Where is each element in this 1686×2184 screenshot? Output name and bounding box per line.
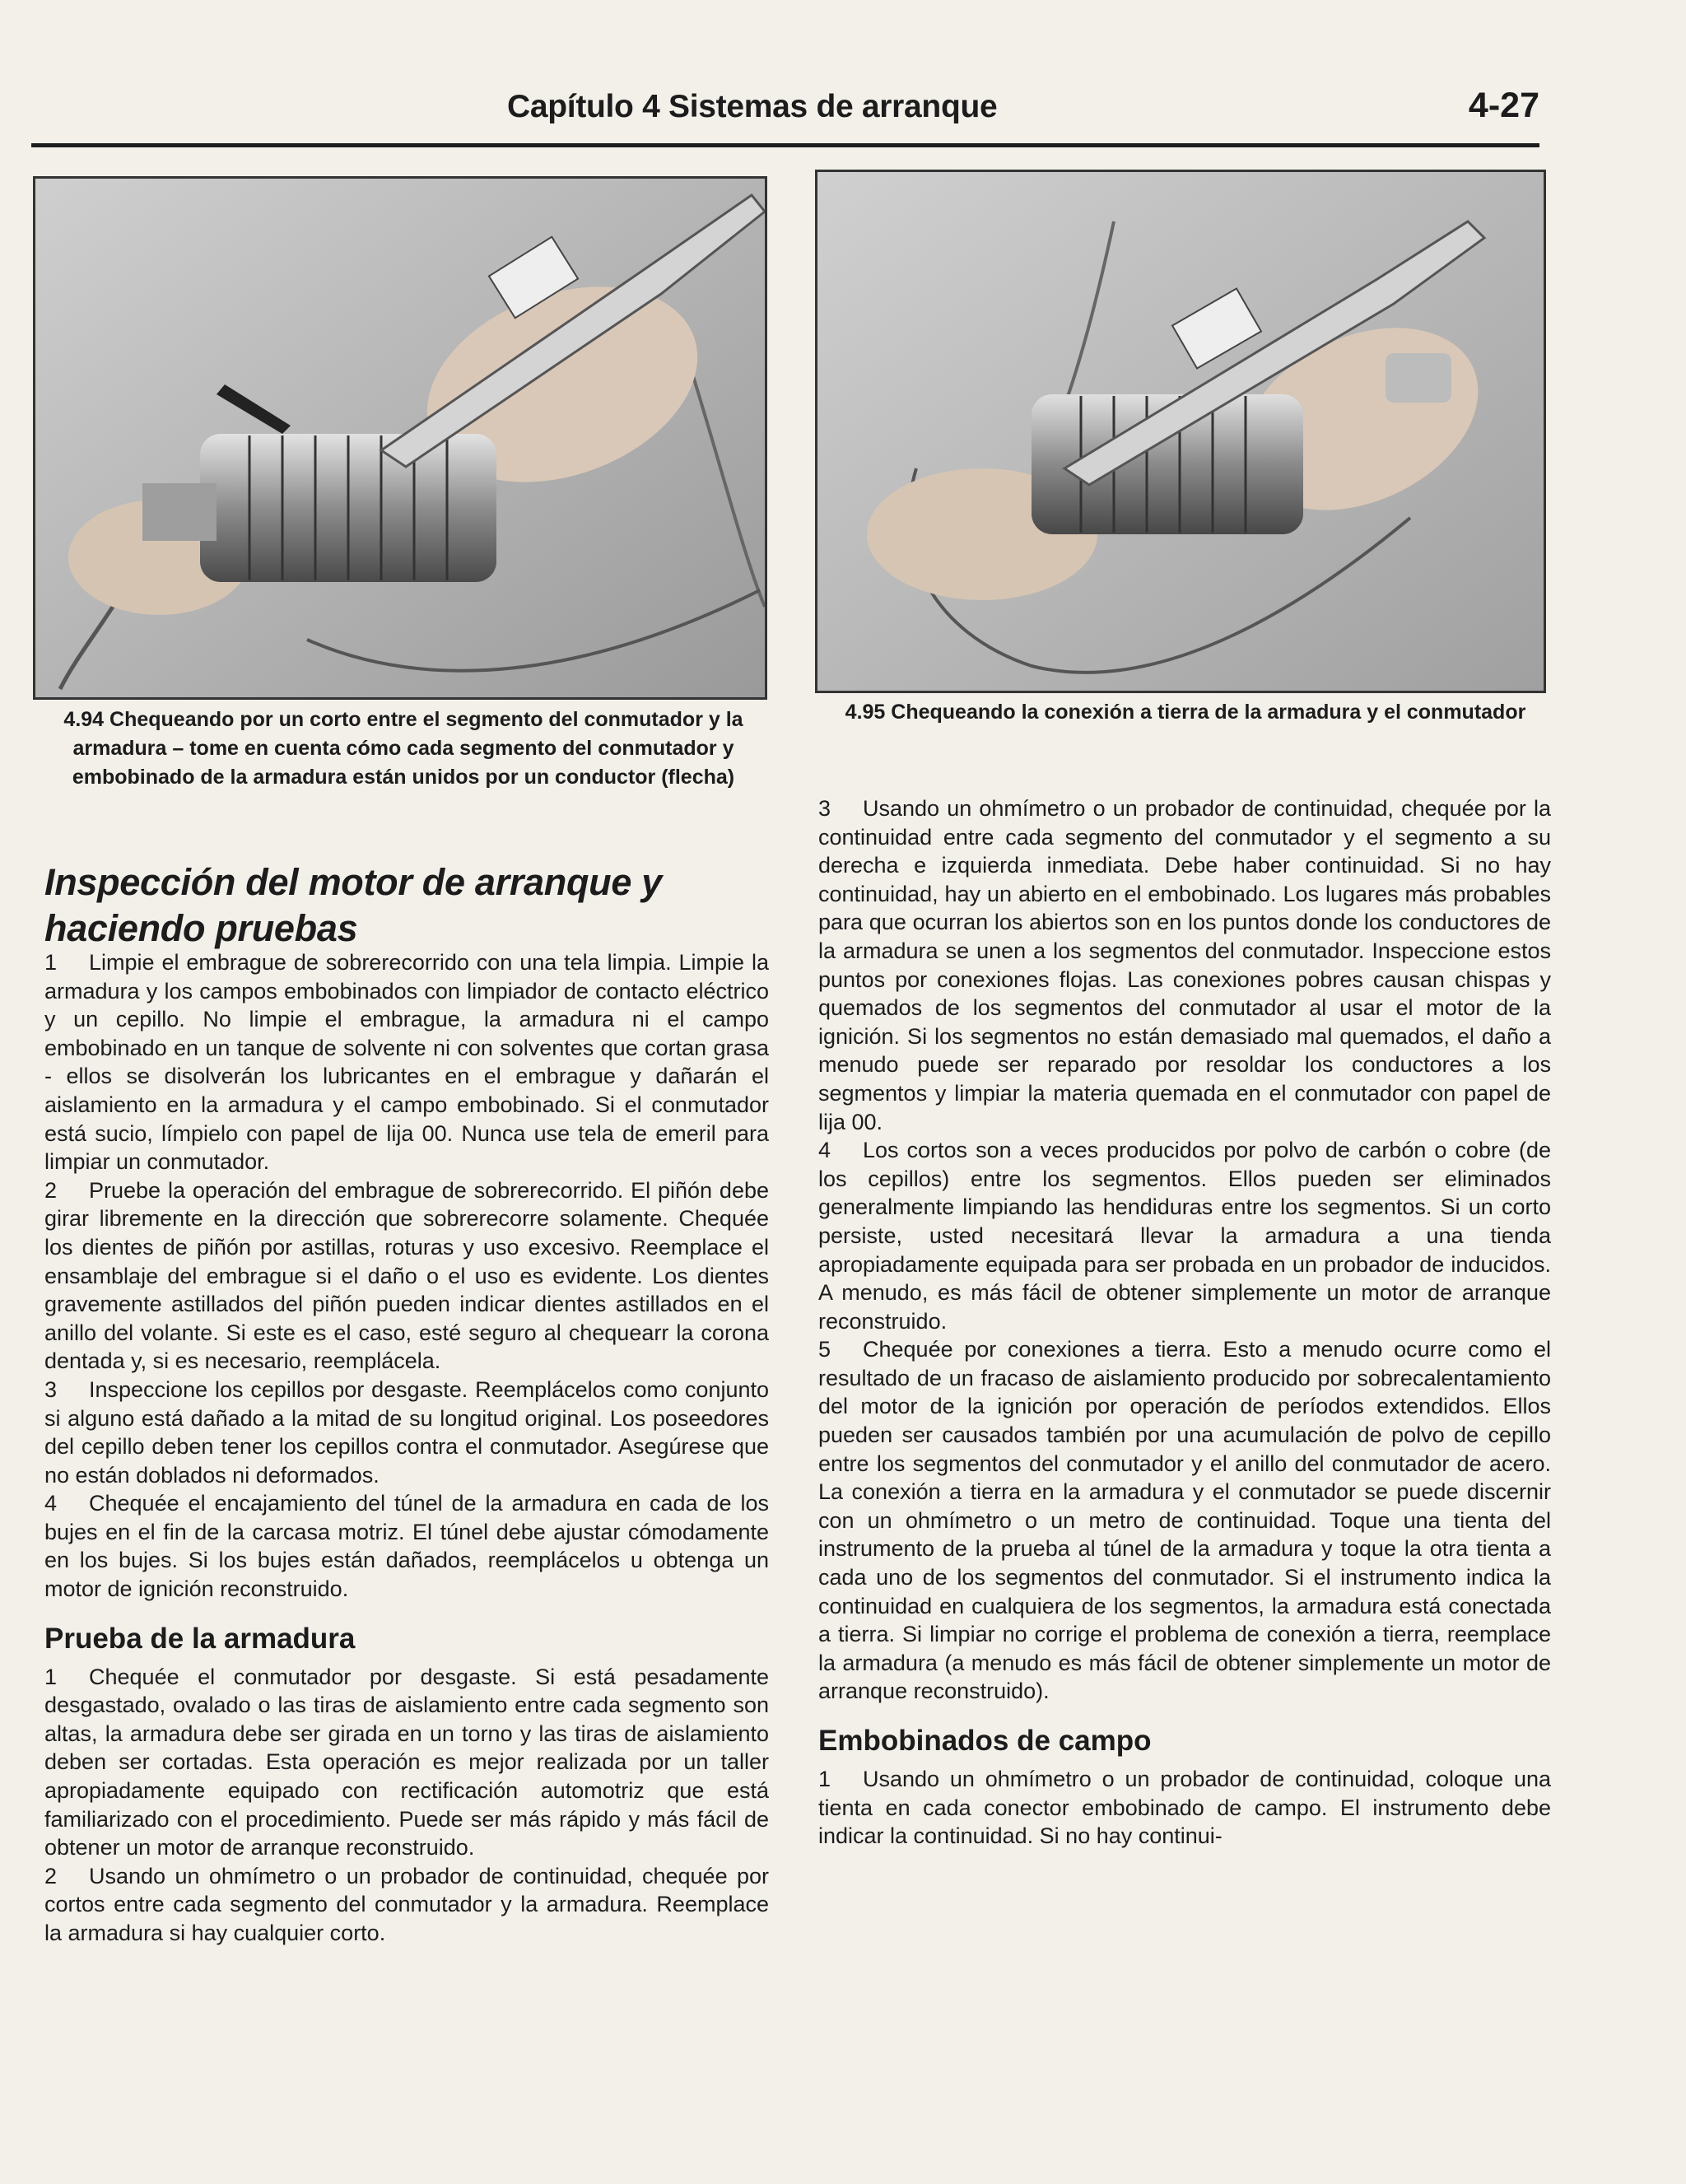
figure-4-95-caption: 4.95 Chequeando la conexión a tierra de la armadura y el conmutador: [845, 701, 1526, 724]
page-number: 4-27: [1468, 86, 1539, 125]
paragraph: 2 Pruebe la operación del embrague de sobrerecorrido. El piñón debe girar libremente en la dirección que sobrerecorre solamente. Chequée los dientes de piñón por astillas, roturas y uso excesivo. Reemplace el ensamblaje del embrague si el daño o el uso es evidente. Los dientes gravemente astillados del piñón pueden indicar dientes astillados en el anillo del volante. Si este es el caso, esté seguro al chequearr la corona dentada y, si es necesario, reemplácela.: [44, 1177, 769, 1374]
paragraph: 3 Inspeccione los cepillos por desgaste. Reemplácelos como conjunto si alguno está dañado a la mitad de su longitud original. Los poseedores del cepillo deben tener los cepillos contra el conmutador. Asegúrese que no están doblados ni deformados.: [44, 1376, 769, 1488]
left-column: [44, 948, 769, 1948]
header-rule: [31, 143, 1539, 147]
figure-4-94-photo: [33, 176, 767, 700]
paragraph: 1 Chequée el conmutador por desgaste. Si está pesadamente desgastado, ovalado o las tiras de aislamiento entre cada segmento son altas, la armadura debe ser girada en un torno y las tiras de aislamiento deben ser cortadas. Esta operación es mejor realizada por un taller apropiadamente equipado con rectificación automotriz que está familiarizado con el procedimiento. Puede ser más rápido y más fácil de obtener un motor de arranque reconstruido.: [44, 1664, 769, 1860]
paragraph: 5 Chequée por conexiones a tierra. Esto a menudo ocurre como el resultado de un fracaso de aislamiento producido por sobrecalentamiento del motor de la ignición por operación de períodos extendidos. Ellos pueden ser causados también por una acumulación de polvo de cepillo entre los segmentos del conmutador y el anillo del conmutador de acero. La conexión a tierra en la armadura y el conmutador se puede discernir con un ohmímetro o un metro de continuidad. Toque una tienta del instrumento de la prueba al túnel de la armadura y toque la otra tienta a cada uno de los segmentos del conmutador. Si el instrumento indica la continuidad en cualquiera de los segmentos, la armadura está conectada a tierra. Si limpiar no corrige el problema de conexión a tierra, reemplace la armadura (a menudo es más fácil de obtener simplemente un motor de arranque reconstruido).: [818, 1337, 1551, 1704]
figure-4-95-photo: [815, 170, 1546, 693]
paragraph: 4 Los cortos son a veces producidos por polvo de carbón o cobre (de los cepillos) entre los segmentos. Ellos pueden ser eliminados generalmente limpiando las hendiduras entre los segmentos. Si un corto persiste, usted necesitará llevar la armadura a una tienda apropiadamente equipada para ser probada en un probador de inducidos. A menudo, es más fácil de obtener simplemente un motor de arranque reconstruido.: [818, 1138, 1551, 1334]
figure-4-94-caption: 4.94 Chequeando por un corto entre el segmento del conmutador y la armadura – tome en cuenta cómo cada segmento del conmutador y embobinado de la armadura están unidos por un conductor (flecha): [63, 708, 743, 789]
chapter-title: Capítulo 4 Sistemas de arranque: [507, 89, 998, 124]
paragraph: 2 Usando un ohmímetro o un probador de continuidad, chequée por cortos entre cada segmento del conmutador y la armadura. Reemplace la armadura si hay cualquier corto.: [44, 1863, 769, 1945]
subsection-title-armadura: Prueba de la armadura: [44, 1622, 356, 1655]
right-column: [818, 794, 1551, 1851]
subsection-title-campo: Embobinados de campo: [818, 1725, 1152, 1757]
paragraph: 3 Usando un ohmímetro o un probador de continuidad, chequée por la continuidad entre cada segmento del conmutador y el segmento a su derecha e izquierda inmediata. Debe haber continuidad. Si no hay continuidad, hay un abierto en el embobinado. Los lugares más probables para que ocurran los abiertos son en los puntos donde los conductores de la armadura se unen a los segmentos del conmutador. Inspeccione estos puntos por conexiones flojas. Las conexiones pobres causan chispas y quemados de los segmentos del conmutador al usar el motor de la ignición. Si los segmentos no están demasiado mal quemados, el daño a menudo puede ser reparado por resoldar los conductores a los segmentos y limpiar la materia quemada en el conmutador con papel de lija 00.: [818, 796, 1551, 1134]
paragraph: 1 Usando un ohmímetro o un probador de continuidad, coloque una tienta en cada conector embobinado de campo. El instrumento debe indicar la continuidad. Si no hay continui-: [818, 1767, 1551, 1849]
section-title: Inspección del motor de arranque y haciendo pruebas: [44, 861, 662, 949]
page-header: [31, 82, 1539, 148]
paragraph: 4 Chequée el encajamiento del túnel de la armadura en cada de los bujes en el fin de la carcasa motriz. El túnel debe ajustar cómodamente en los bujes. Si los bujes están dañados, reemplácelos u obtenga un motor de ignición reconstruido.: [44, 1491, 769, 1602]
paragraph: 1 Limpie el embrague de sobrerecorrido con una tela limpia. Limpie la armadura y los campos embobinados con limpiador de contacto eléctrico y un cepillo. No limpie el embrague, la armadura ni el campo embobinado en un tanque de solvente ni con solventes que cortan grasa - ellos se disolverán los lubricantes en el embrague y dañarán el aislamiento en la armadura y el campo embobinado. Si el conmutador está sucio, límpielo con papel de lija 00. Nunca use tela de emeril para limpiar un conmutador.: [44, 950, 769, 1175]
